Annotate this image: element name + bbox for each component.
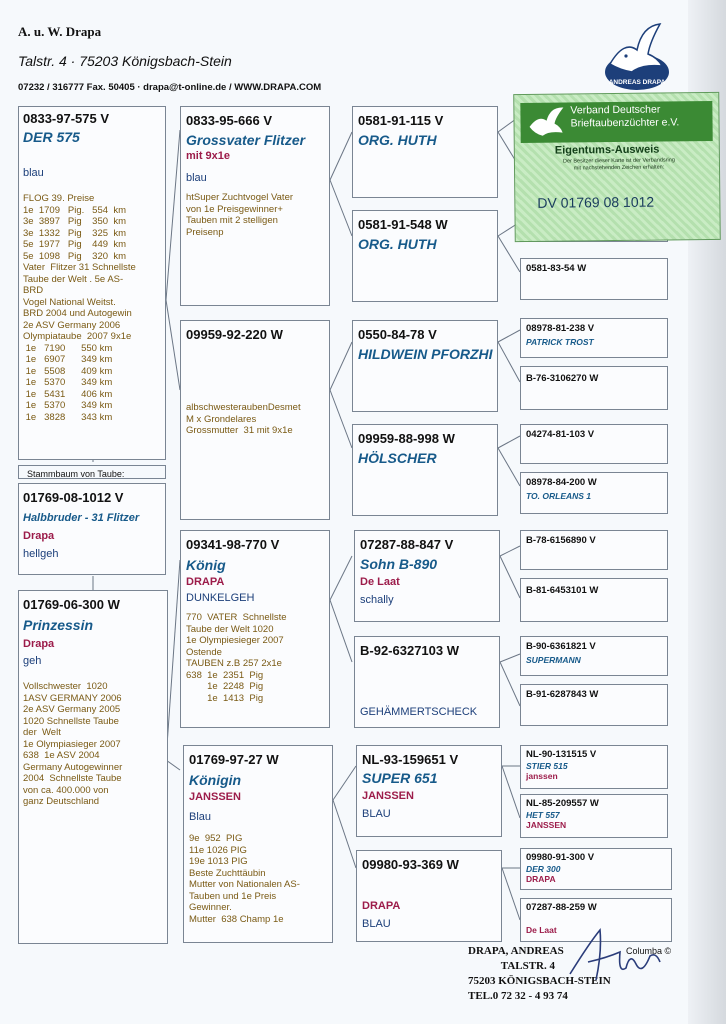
gen3-card-4[interactable] xyxy=(352,424,498,516)
gen4-ring: B-76-3106270 W xyxy=(526,373,599,384)
gen4-ring: B-81-6453101 W xyxy=(526,585,599,596)
gen3-ring: 09980-93-369 W xyxy=(362,857,459,872)
gen3-name: Sohn B-890 xyxy=(360,556,438,572)
sire-card[interactable] xyxy=(18,106,166,460)
granddam-maternal-card[interactable] xyxy=(183,745,333,943)
handwritten-signature xyxy=(560,922,670,992)
gen2-ring: 09341-98-770 V xyxy=(186,537,280,552)
caption-frame xyxy=(18,465,166,479)
subject-name: Halbbruder - 31 Flitzer xyxy=(23,512,140,524)
dam-card[interactable] xyxy=(18,590,168,944)
svg-text:ANDREAS DRAPA: ANDREAS DRAPA xyxy=(608,79,666,86)
gen2-notes: albschwesteraubenDesmet M x Grondelares Grossmutter 31 mit 9x1e xyxy=(186,402,301,436)
pigeon-logo-icon xyxy=(602,20,672,94)
gen4-ring: 0581-83-54 W xyxy=(526,263,587,274)
subject-breeder: Drapa xyxy=(23,530,55,542)
gen3-card-3[interactable] xyxy=(352,320,498,412)
gen4-ring: NL-90-131515 V xyxy=(526,749,597,760)
gen3-ring: B-92-6327103 W xyxy=(360,643,459,658)
ownership-card-header xyxy=(520,101,712,143)
gen4-name: PATRICK TROST xyxy=(526,337,594,347)
dove-icon xyxy=(526,105,566,141)
gen2-notes: 770 VATER Schnellste Taube der Welt 1020 1e Olympiesieger 2007 Ostende TAUBEN z.B 257 2x1e 638 1e 2351 Pig 1e 2248 Pig 1e 1413 Pig xyxy=(186,612,287,704)
gen4-card-5[interactable] xyxy=(520,318,668,358)
gen2-name: Königin xyxy=(189,772,242,788)
pigeon-logo xyxy=(602,20,672,94)
gen2-color: blau xyxy=(186,172,207,184)
gen2-ring: 09959-92-220 W xyxy=(186,327,283,342)
breeder-name: A. u. W. Drapa xyxy=(18,24,102,39)
gen4-name: STIER 515 xyxy=(526,761,568,771)
gen4-ring: NL-85-209557 W xyxy=(526,798,599,809)
gen4-card-6[interactable] xyxy=(520,366,668,410)
gen4-card-11[interactable] xyxy=(520,636,668,676)
gen3-ring: NL-93-159651 V xyxy=(362,752,459,767)
ownership-card-title: Verband Deutscher Brieftaubenzüchter e.V. xyxy=(570,103,680,130)
software-brand: Columba © xyxy=(626,946,672,956)
gen4-ring: 07287-88-259 W xyxy=(526,902,597,913)
ownership-card-number: DV 01769 08 1012 xyxy=(537,193,655,211)
grandsire-maternal-card[interactable] xyxy=(180,530,330,728)
dam-notes: Vollschwester 1020 1ASV GERMANY 2006 2e ASV Germany 2005 1020 Schnellste Taube der Welt 1e Olympiasieger 2007 638 1e ASV 2004 Germany Autogewinner 2004 Schnellste Taube von ca. 400.000 von ganz Deutschland xyxy=(23,681,123,807)
ownership-card xyxy=(513,92,721,242)
gen4-ring: 08978-84-200 W xyxy=(526,477,597,488)
gen3-card-8[interactable] xyxy=(356,850,502,942)
gen4-breeder: DRAPA xyxy=(526,874,556,884)
gen4-card-13[interactable] xyxy=(520,745,668,789)
gen4-ring: 09980-91-300 V xyxy=(526,852,595,863)
gen4-card-15[interactable] xyxy=(520,848,672,890)
gen2-name: König xyxy=(186,557,226,573)
gen3-name: HILDWEIN PFORZHI xyxy=(358,346,493,362)
ownership-card-text: Der Besitzer dieser Karte ist der Verbandsring mit nachstehenden Zeichen erhalten: xyxy=(562,157,675,171)
gen3-color: BLAU xyxy=(362,808,391,820)
gen3-ring: 0550-84-78 V xyxy=(358,327,437,342)
gen4-ring: B-91-6287843 W xyxy=(526,689,599,700)
gen3-ring: 0581-91-115 V xyxy=(358,113,444,128)
gen3-breeder: De Laat xyxy=(360,576,400,588)
gen4-name: TO. ORLEANS 1 xyxy=(526,491,592,501)
gen2-breeder: DRAPA xyxy=(186,576,225,588)
gen2-notes: htSuper Zuchtvogel Vater von 1e Preisgewinner+ Tauben mit 2 stelligen Preisenp xyxy=(186,192,294,238)
gen3-ring: 0581-91-548 W xyxy=(358,217,448,232)
subject-color: hellgeh xyxy=(23,548,59,560)
gen4-card-12[interactable] xyxy=(520,684,668,726)
gen4-card-14[interactable] xyxy=(520,794,668,838)
gen3-card-2[interactable] xyxy=(352,210,498,302)
grandsire-paternal-card[interactable] xyxy=(180,106,330,306)
ownership-card-subtitle: Eigentums-Ausweis xyxy=(554,143,660,157)
gen3-color: GEHÄMMERTSCHECK xyxy=(360,706,478,718)
gen2-ring: 01769-97-27 W xyxy=(189,752,279,767)
gen3-name: HÖLSCHER xyxy=(358,450,437,466)
gen2-color: Blau xyxy=(189,811,212,823)
gen3-card-6[interactable] xyxy=(354,636,500,728)
gen4-card-4[interactable] xyxy=(520,258,668,300)
gen4-breeder: De Laat xyxy=(526,925,557,935)
gen3-ring: 09959-88-998 W xyxy=(358,431,455,446)
gen4-ring: B-90-6361821 V xyxy=(526,641,596,652)
gen2-name: Grossvater Flitzer xyxy=(186,132,306,148)
dam-color: geh xyxy=(23,655,42,667)
granddam-paternal-card[interactable] xyxy=(180,320,330,520)
stamp-address: DRAPA, ANDREAS TALSTR. 4 75203 KÖNIGSBACH-STEIN TEL.0 72 32 - 4 93 74 xyxy=(468,945,611,1002)
gen3-ring: 07287-88-847 V xyxy=(360,537,454,552)
gen3-name: ORG. HUTH xyxy=(358,132,437,148)
sire-color: blau xyxy=(23,167,44,179)
sire-ring: 0833-97-575 V xyxy=(23,111,110,126)
dam-breeder: Drapa xyxy=(23,638,55,650)
gen2-breeder: mit 9x1e xyxy=(186,150,231,162)
dam-name: Prinzessin xyxy=(23,617,94,633)
gen4-card-7[interactable] xyxy=(520,424,668,464)
breeder-contact: 07232 / 316777 Fax. 50405 · drapa@t-online.de / WWW.DRAPA.COM xyxy=(18,82,322,93)
gen4-ring: B-78-6156890 V xyxy=(526,535,596,546)
gen2-notes: 9e 952 PIG 11e 1026 PIG 19e 1013 PIG Beste Zuchttäubin Mutter von Nationalen AS- Tauben und 1e Preis Gewinner. Mutter 638 Champ 1e xyxy=(189,833,300,925)
gen2-ring: 0833-95-666 V xyxy=(186,113,273,128)
gen2-breeder: JANSSEN xyxy=(189,791,241,803)
pedigree-caption: Stammbaum von Taube: xyxy=(27,469,125,479)
gen4-card-8[interactable] xyxy=(520,472,668,514)
gen3-name: SUPER 651 xyxy=(362,770,438,786)
dam-ring: 01769-06-300 W xyxy=(23,597,120,612)
sire-name: DER 575 xyxy=(23,129,80,145)
gen3-card-5[interactable] xyxy=(354,530,500,622)
gen4-name: HET 557 xyxy=(526,810,560,820)
gen3-card-7[interactable] xyxy=(356,745,502,837)
gen3-color: schally xyxy=(360,594,394,606)
gen3-card-1[interactable] xyxy=(352,106,498,198)
gen4-card-9[interactable] xyxy=(520,530,668,570)
gen4-ring: 04274-81-103 V xyxy=(526,429,595,440)
gen3-breeder: DRAPA xyxy=(362,900,401,912)
gen4-breeder: janssen xyxy=(526,771,558,781)
breeder-address: Talstr. 4 · 75203 Königsbach-Stein xyxy=(18,53,232,69)
gen4-card-10[interactable] xyxy=(520,578,668,622)
subject-ring: 01769-08-1012 V xyxy=(23,490,124,505)
gen4-name: SUPERMANN xyxy=(526,655,581,665)
gen4-name: DER 300 xyxy=(526,864,561,874)
gen3-breeder: JANSSEN xyxy=(362,790,414,802)
gen4-breeder: JANSSEN xyxy=(526,820,567,830)
sire-notes: FLOG 39. Preise 1e 1709 Pig. 554 km 3e 3897 Pig 350 km 3e 1332 Pig 325 km 5e 1977 Pig 449 km 5e 1098 Pig 320 km Vater Flitzer 31 Schnellste Taube der Welt . 5e AS- BRD Vogel National Weitst. BRD 2004 und Autogewin 2e ASV Germany 2006 Olympiataube 2007 9x1e 1e 7190 550 km 1e 6907 349 km 1e 5508 409 km 1e 5370 349 km 1e 5431 406 km 1e 5370 349 km 1e 3828 343 km xyxy=(23,193,136,423)
gen3-color: BLAU xyxy=(362,918,391,930)
subject-card[interactable] xyxy=(18,483,166,575)
gen2-color: DUNKELGEH xyxy=(186,592,255,604)
gen3-name: ORG. HUTH xyxy=(358,236,437,252)
gen4-ring: 08978-81-238 V xyxy=(526,323,595,334)
